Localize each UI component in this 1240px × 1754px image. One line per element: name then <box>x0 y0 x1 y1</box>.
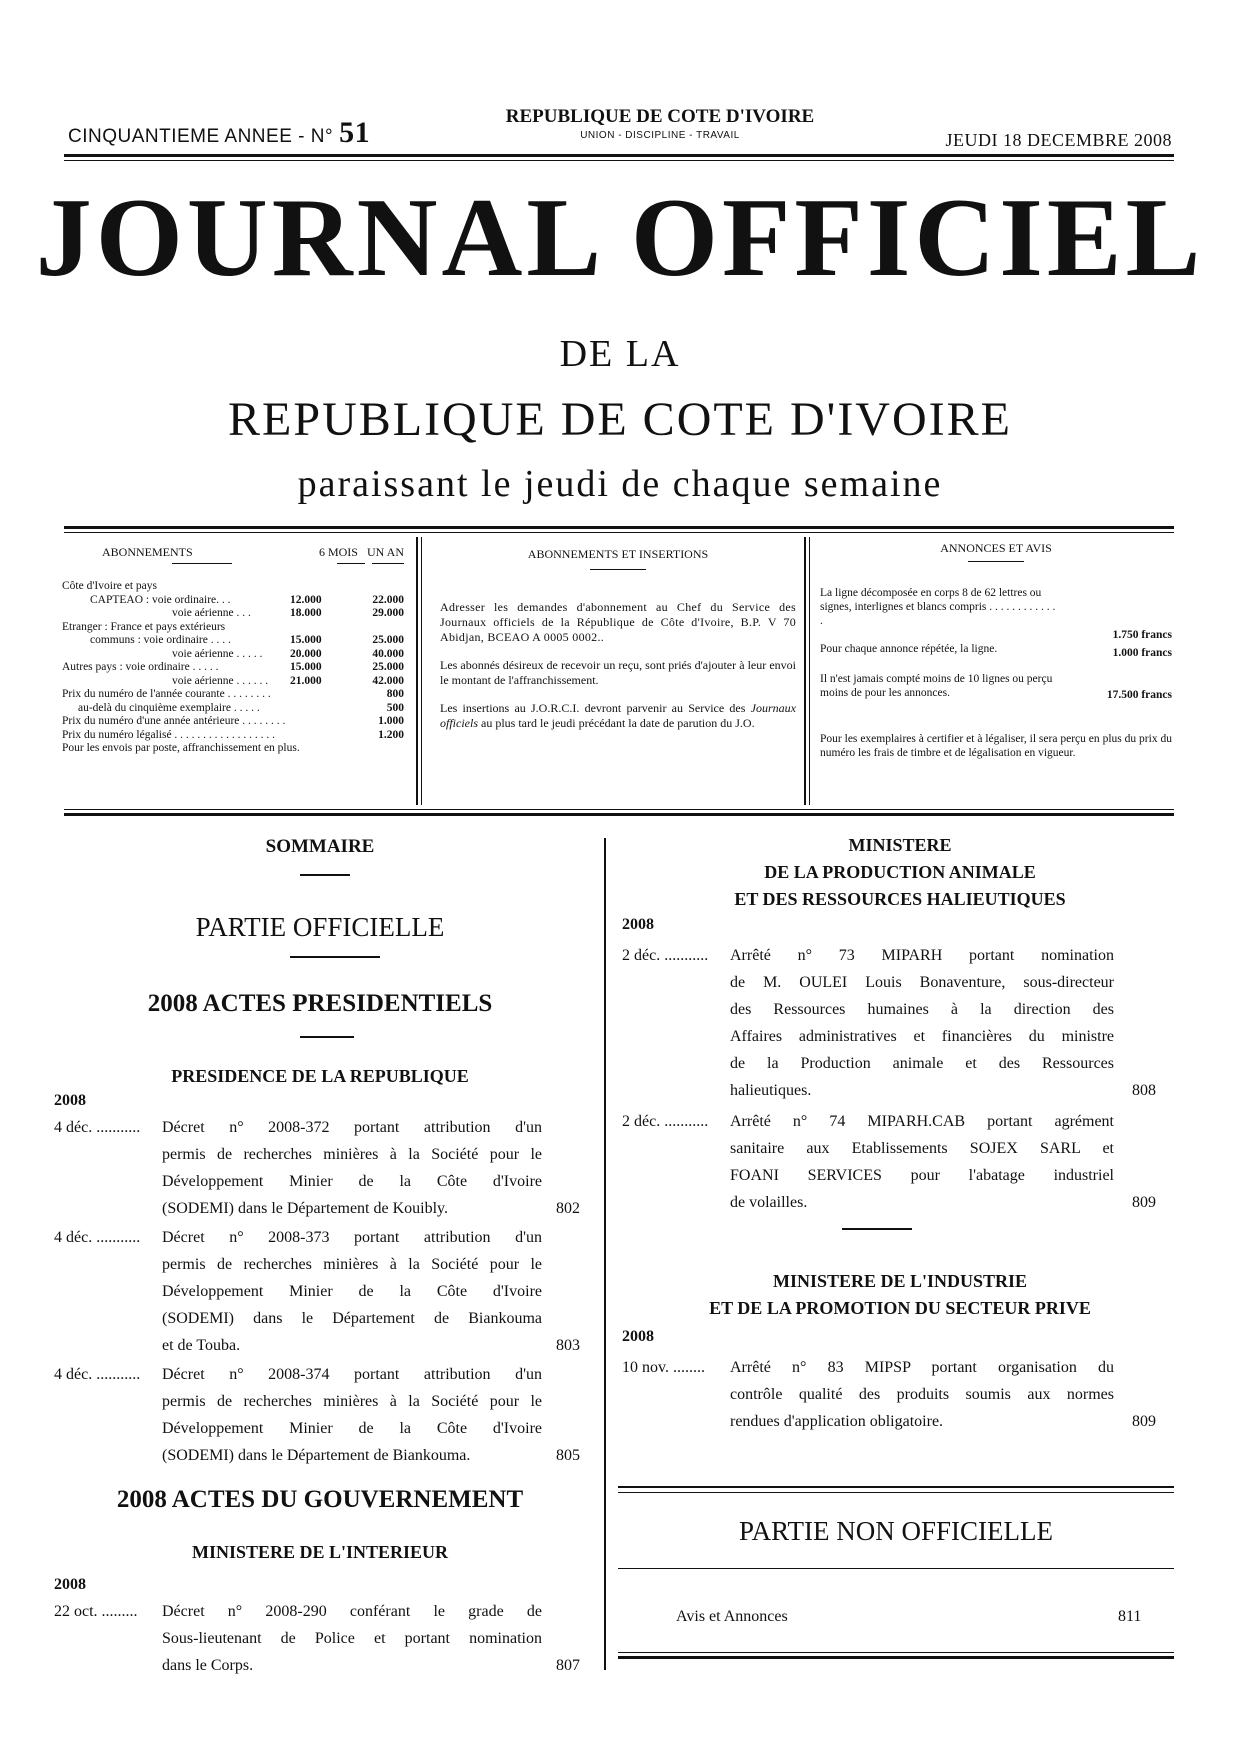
abonnements-box <box>62 537 412 805</box>
toc-page: 808 <box>1132 1082 1156 1099</box>
toc-text-line: Arrêté n° 83 MIPSP portant organisation du <box>730 1359 1114 1376</box>
toc-text-line: permis de recherches minières à la Société pour le <box>162 1146 542 1163</box>
abonnements-row-6mois: 21.000 <box>290 674 322 687</box>
partie-non-rule-mid <box>618 1568 1174 1569</box>
abonnements-row-unan: 40.000 <box>372 647 404 660</box>
toc-text-line: Arrêté n° 73 MIPARH portant nomination <box>730 947 1114 964</box>
toc-text-line: Développement Minier de la Côte d'Ivoire <box>162 1420 542 1437</box>
abonnements-row-label: Prix du numéro légalisé . . . . . . . . . . . . . . . . . . <box>62 728 276 741</box>
abonnements-row-label: Prix du numéro d'une année antérieure . . . . . . . . <box>62 715 286 727</box>
presidence-year: 2008 <box>54 1092 86 1109</box>
abonnements-row <box>62 701 412 715</box>
header-rule-thick <box>64 154 1174 157</box>
annonces-line4: Pour les exemplaires à certifier et à légaliser, il sera perçu en plus du prix du numéro les frais de timbre et de légalisation en vigueur. <box>820 733 1172 759</box>
abonnements-row <box>62 620 412 634</box>
ministere1-line2: DE LA PRODUCTION ANIMALE <box>764 862 1036 882</box>
toc-text-line: (SODEMI) dans le Département de Biankouma <box>162 1310 542 1327</box>
box-divider-2b <box>809 537 810 805</box>
abonnements-row <box>62 647 412 661</box>
partie-officielle-title: PARTIE OFFICIELLE <box>195 912 445 942</box>
toc-text-line: des Ressources humaines à la direction des <box>730 1001 1114 1018</box>
toc-page: 803 <box>556 1337 580 1354</box>
ministere1-line3: ET DES RESSOURCES HALIEUTIQUES <box>734 889 1066 909</box>
toc-text-line: Décret n° 2008-374 portant attribution d'un <box>162 1366 542 1383</box>
toc-text-line: sanitaire aux Etablissements SOJEX SARL et <box>730 1140 1114 1157</box>
republic-name: REPUBLIQUE DE COTE D'IVOIRE <box>505 106 815 127</box>
annonces-title: ANNONCES ET AVIS <box>940 541 1052 555</box>
annonces-line2: Pour chaque annonce répétée, la ligne. <box>820 643 998 655</box>
ministere2-year: 2008 <box>622 1328 654 1345</box>
toc-text-line: (SODEMI) dans le Département de Kouibly. <box>162 1200 448 1217</box>
abonnements-row <box>62 687 412 701</box>
boxes-rule-top-thin <box>64 532 1174 533</box>
box-divider-1 <box>416 537 418 805</box>
abonnements-table <box>62 579 412 755</box>
abonnements-row-unan: 1.200 <box>378 728 404 741</box>
toc-text-line: Décret n° 2008-373 portant attribution d'un <box>162 1229 542 1246</box>
actes-presidentiels-title: 2008 ACTES PRESIDENTIELS <box>147 990 493 1017</box>
abonnements-row <box>62 606 412 620</box>
box-divider-2 <box>804 537 806 805</box>
masthead-title: JOURNAL OFFICIEL <box>35 176 1205 300</box>
annonces-price3: 17.500 francs <box>1106 689 1172 701</box>
toc-text-line: Décret n° 2008-372 portant attribution d'un <box>162 1119 542 1136</box>
boxes-rule-bottom-thin <box>64 809 1174 810</box>
toc-date: 4 déc. ........... <box>54 1366 141 1383</box>
box-divider-1b <box>421 537 422 805</box>
partie-non-rule-top2 <box>618 1492 1174 1493</box>
toc-text-line: Développement Minier de la Côte d'Ivoire <box>162 1283 542 1300</box>
annonces-line1: La ligne décomposée en corps 8 de 62 lettres ou signes, interlignes et blancs compris . . . . . . . . . . . . . <box>820 587 1056 627</box>
abonnements-row-label: au-delà du cinquième exemplaire . . . . . <box>78 701 260 714</box>
toc-text-line: FOANI SERVICES pour l'abatage industriel <box>730 1167 1114 1184</box>
toc-page: 809 <box>1132 1194 1156 1211</box>
masthead-republique: REPUBLIQUE DE COTE D'IVOIRE <box>228 393 1012 446</box>
column-divider <box>604 838 606 1670</box>
abonnements-row-label: Etranger : France et pays extérieurs <box>62 620 226 633</box>
abonnements-row-label: voie aérienne . . . <box>172 607 251 619</box>
annonces-line3: Il n'est jamais compté moins de 10 lignes ou perçu moins de pour les annonces. <box>820 673 1053 699</box>
toc-date: 4 déc. ........... <box>54 1229 141 1246</box>
abonnements-row-6mois: 18.000 <box>290 607 322 619</box>
toc-date: 10 nov. ........ <box>622 1359 705 1376</box>
republic-motto: UNION - DISCIPLINE - TRAVAIL <box>580 130 740 141</box>
toc-page: 809 <box>1132 1413 1156 1430</box>
ministere-production-title <box>620 832 1180 913</box>
toc-text-line: contrôle qualité des produits soumis aux normes <box>730 1386 1114 1403</box>
abonnements-row-label: voie aérienne . . . . . . <box>172 674 269 687</box>
abonnements-row-6mois: 15.000 <box>290 634 322 646</box>
insertions-p3-b: Journaux officiels <box>440 701 796 730</box>
abonnements-row <box>62 728 412 742</box>
interieur-title: MINISTERE DE L'INTERIEUR <box>191 1542 449 1562</box>
abonnements-row <box>62 674 412 688</box>
toc-text-line: Affaires administratives et financières du ministre <box>730 1028 1114 1045</box>
toc-text-line: Arrêté n° 74 MIPARH.CAB portant agrément <box>730 1113 1114 1130</box>
ministere2-line2: ET DE LA PROMOTION DU SECTEUR PRIVE <box>709 1298 1091 1318</box>
abonnements-row-label: Autres pays : voie ordinaire . . . . . <box>62 661 219 673</box>
insertions-p1: Adresser les demandes d'abonnement au Chef du Service des Journaux officiels de la République de Côte d'Ivoire, B.P. V 70 Abidjan, BCEAO A 0005 0002.. <box>440 600 796 644</box>
header-rule-thin <box>64 160 1174 161</box>
sommaire-title: SOMMAIRE <box>265 836 375 857</box>
abonnements-row-label: communs : voie ordinaire . . . . <box>90 634 231 646</box>
abonnements-row-6mois: 15.000 <box>290 661 322 673</box>
ministere1-year: 2008 <box>622 916 654 933</box>
presidence-title: PRESIDENCE DE LA REPUBLIQUE <box>171 1066 469 1086</box>
abonnements-row <box>62 579 412 593</box>
toc-text-line: de la Production animale et des Ressources <box>730 1055 1114 1072</box>
col-unan: UN AN <box>366 545 404 559</box>
toc-text-line: de volailles. <box>730 1194 808 1211</box>
toc-text-line: halieutiques. <box>730 1082 812 1099</box>
abonnements-row-unan: 25.000 <box>372 634 404 646</box>
toc-page: 802 <box>556 1200 580 1217</box>
abonnements-row <box>62 660 412 674</box>
abonnements-title: ABONNEMENTS <box>102 545 193 559</box>
abonnements-row-label: Prix du numéro de l'année courante . . . . . . . . <box>62 688 271 700</box>
insertions-p3-a: Les insertions au J.O.R.C.I. devront parvenir au Service des <box>440 701 746 715</box>
sommaire-dash <box>300 874 350 876</box>
ministere1-line1: MINISTERE <box>848 835 952 855</box>
abonnements-row-6mois: 12.000 <box>290 593 322 606</box>
annonces-title-dash <box>968 561 1024 562</box>
insertions-p3-c: au plus tard le jeudi précédant la date de parution du J.O. <box>481 716 755 730</box>
insertions-p3 <box>440 701 796 731</box>
toc-date: 2 déc. ........... <box>622 1113 709 1130</box>
ministere-industrie-title <box>620 1268 1180 1322</box>
toc-date: 4 déc. ........... <box>54 1119 141 1136</box>
avis-annonces-label: Avis et Annonces <box>676 1608 788 1625</box>
abonnements-row-6mois: 20.000 <box>290 647 322 660</box>
annonces-box <box>820 537 1172 805</box>
abonnements-row <box>62 714 412 728</box>
toc-text-line: Développement Minier de la Côte d'Ivoire <box>162 1173 542 1190</box>
masthead-de-la: DE LA <box>559 333 681 375</box>
abonnements-row-unan: 800 <box>386 688 404 700</box>
toc-text-line: de M. OULEI Louis Bonaventure, sous-directeur <box>730 974 1114 991</box>
partie-non-rule-top <box>618 1486 1174 1488</box>
abonnements-row-unan: 25.000 <box>372 661 404 673</box>
issue-year-label: CINQUANTIEME ANNEE - N° <box>68 126 334 147</box>
abonnements-row <box>62 593 412 607</box>
boxes-rule-top-thick <box>64 526 1174 529</box>
annonces-price1: 1.750 francs <box>1112 629 1172 641</box>
toc-text-line: (SODEMI) dans le Département de Biankouma. <box>162 1447 471 1464</box>
masthead-parution: paraissant le jeudi de chaque semaine <box>297 463 943 505</box>
toc-date: 2 déc. ........... <box>622 947 709 964</box>
ministere1-dash <box>842 1228 912 1230</box>
republic-heading <box>440 106 880 141</box>
toc-text-line: Sous-lieutenant de Police et portant nomination <box>162 1630 542 1647</box>
abonnements-row-label: Pour les envois par poste, affranchissement en plus. <box>62 742 300 754</box>
abonnements-row-unan: 42.000 <box>372 674 404 687</box>
actes-presidentiels-dash <box>300 1036 354 1038</box>
abonnements-row-label: CAPTEAO : voie ordinaire. . . <box>90 593 231 606</box>
col-6mois: 6 MOIS <box>318 545 358 559</box>
insertions-title-dash <box>590 569 646 570</box>
toc-text-line: Décret n° 2008-290 conférant le grade de <box>162 1603 542 1620</box>
boxes-rule-bottom-thick <box>64 813 1174 816</box>
abonnements-row-label: voie aérienne . . . . . <box>172 647 263 660</box>
toc-text-line: dans le Corps. <box>162 1657 254 1674</box>
abonnements-row <box>62 741 412 755</box>
insertions-box <box>440 537 796 805</box>
partie-non-officielle-title: PARTIE NON OFFICIELLE <box>739 1516 1053 1546</box>
toc-text-line: et de Touba. <box>162 1337 241 1354</box>
partie-officielle-dash <box>290 956 380 958</box>
abonnements-row-unan: 500 <box>386 701 404 714</box>
insertions-p2: Les abonnés désireux de recevoir un reçu, sont priés d'ajouter à leur envoi le montant de l'affranchissement. <box>440 658 796 687</box>
toc-text-line: permis de recherches minières à la Société pour le <box>162 1393 542 1410</box>
toc-text-line: rendues d'application obligatoire. <box>730 1413 944 1430</box>
issue-date: JEUDI 18 DECEMBRE 2008 <box>945 130 1172 150</box>
abonnements-row-label: Côte d'Ivoire et pays <box>62 580 158 592</box>
interieur-year: 2008 <box>54 1576 86 1593</box>
actes-gouvernement-title: 2008 ACTES DU GOUVERNEMENT <box>116 1486 524 1513</box>
abonnements-row-unan: 1.000 <box>378 715 404 727</box>
ministere2-line1: MINISTERE DE L'INDUSTRIE <box>772 1271 1028 1291</box>
annonces-price2: 1.000 francs <box>1112 647 1172 659</box>
issue-number <box>68 116 370 150</box>
avis-annonces-page: 811 <box>1118 1608 1142 1625</box>
bottom-rule-thin <box>618 1652 1174 1653</box>
insertions-title: ABONNEMENTS ET INSERTIONS <box>527 547 709 561</box>
bottom-rule-thick <box>618 1656 1174 1659</box>
issue-number-value: 51 <box>339 116 371 149</box>
abonnements-row-unan: 29.000 <box>372 607 404 619</box>
abonnements-row-unan: 22.000 <box>372 593 404 606</box>
toc-page: 805 <box>556 1447 580 1464</box>
toc-page: 807 <box>556 1657 580 1674</box>
toc-date: 22 oct. ......... <box>54 1603 138 1620</box>
toc-text-line: permis de recherches minières à la Société pour le <box>162 1256 542 1273</box>
abonnements-row <box>62 633 412 647</box>
